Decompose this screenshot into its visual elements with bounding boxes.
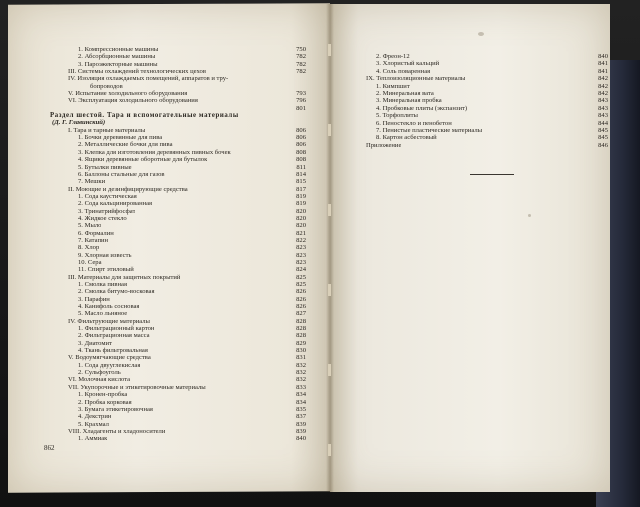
toc-entry-page: 833 bbox=[296, 383, 306, 391]
toc-entry-title: VI. Эксплуатация холодильного оборудования bbox=[68, 97, 198, 105]
toc-entry-title: 3. Тринатрийфосфат bbox=[78, 207, 136, 215]
toc-entry-title: 6. Формалин bbox=[78, 229, 114, 237]
toc-entry-page: 814 bbox=[296, 170, 306, 178]
toc-entry-title: 1. Смолка пивная bbox=[78, 281, 128, 288]
toc-entry bbox=[366, 105, 606, 112]
binding-stitch bbox=[328, 44, 331, 56]
toc-entry bbox=[68, 83, 308, 90]
toc-entry-title: 4. Декстрин bbox=[78, 413, 112, 421]
binding-stitch bbox=[328, 444, 331, 456]
toc-entry-page: 815 bbox=[296, 178, 306, 186]
toc-entry bbox=[366, 120, 606, 127]
toc-entry-title: 4. Канифоль сосновая bbox=[78, 303, 140, 311]
toc-entry bbox=[68, 97, 308, 104]
toc-entry-page: 806 bbox=[296, 141, 306, 149]
toc-entry-page: 839 bbox=[296, 420, 306, 428]
toc-entry-page: 820 bbox=[296, 214, 306, 222]
toc-entry-page: 834 bbox=[296, 391, 306, 399]
toc-entry bbox=[68, 237, 308, 244]
toc-entry-page: 796 bbox=[296, 97, 306, 105]
toc-entry bbox=[68, 90, 308, 97]
toc-entry bbox=[68, 310, 308, 317]
toc-entry-page: 825 bbox=[296, 273, 306, 281]
toc-entry-page: 832 bbox=[296, 361, 306, 369]
left-toc bbox=[50, 46, 308, 443]
toc-entry-title: 5. Масло льняное bbox=[78, 310, 128, 318]
toc-entry bbox=[68, 281, 308, 288]
toc-entry-page: 820 bbox=[296, 207, 306, 215]
toc-entry-page: 846 bbox=[598, 141, 608, 149]
toc-entry-title: IX. Теплоизоляционные материалы bbox=[366, 75, 466, 83]
toc-entry-title: 1. Фильтрационный картон bbox=[78, 325, 155, 333]
toc-entry bbox=[68, 340, 308, 347]
toc-entry-title: 1. Бочки деревянные для пива bbox=[78, 134, 163, 142]
toc-entry bbox=[68, 244, 308, 251]
toc-entry-page: 842 bbox=[598, 82, 608, 90]
toc-entry-title: Раздел шестой. Тара и вспомогательные материалы bbox=[50, 112, 239, 120]
toc-entry bbox=[68, 391, 308, 398]
toc-entry-title: 4. Ящики деревянные оборотные для бутылок bbox=[78, 156, 208, 164]
toc-entry bbox=[50, 112, 308, 120]
toc-entry bbox=[68, 149, 308, 156]
toc-entry-page: 842 bbox=[598, 75, 608, 83]
toc-entry bbox=[68, 141, 308, 148]
toc-entry bbox=[68, 318, 308, 325]
toc-entry bbox=[68, 178, 308, 185]
toc-entry-title: 10. Сера bbox=[78, 258, 102, 266]
toc-entry bbox=[68, 413, 308, 420]
toc-entry-title: 5. Бутылки пивные bbox=[78, 163, 132, 171]
toc-entry-page: 826 bbox=[296, 288, 306, 296]
toc-entry-page: 825 bbox=[296, 281, 306, 288]
toc-entry-page: 832 bbox=[296, 376, 306, 384]
toc-entry-page: 811 bbox=[296, 163, 306, 171]
toc-entry-title: VIII. Хладагенты и хладоносители bbox=[68, 427, 166, 435]
end-rule bbox=[470, 174, 514, 175]
toc-entry-page: 826 bbox=[296, 295, 306, 303]
toc-entry-page: 841 bbox=[598, 60, 608, 68]
toc-entry bbox=[68, 252, 308, 259]
toc-entry bbox=[68, 303, 308, 310]
toc-entry-page: 828 bbox=[296, 325, 306, 333]
toc-entry-title: V. Испытание холодильного оборудования bbox=[68, 90, 188, 98]
toc-entry-title: 2. Пробка корковая bbox=[78, 398, 132, 406]
ink-spot bbox=[478, 32, 484, 36]
toc-entry-page: 822 bbox=[296, 236, 306, 244]
toc-entry bbox=[68, 274, 308, 281]
toc-entry-title: II. Моющие и дезинфицирующие средства bbox=[68, 185, 188, 193]
toc-entry-title: 5. Крахмал bbox=[78, 420, 109, 428]
toc-entry bbox=[68, 105, 308, 112]
toc-entry bbox=[68, 75, 308, 82]
toc-entry-title: 4. Ткань фильтровальная bbox=[78, 347, 148, 355]
toc-entry-page: 806 bbox=[296, 134, 306, 142]
toc-entry-title: 1. Сода каустическая bbox=[78, 192, 137, 200]
toc-entry-page: 821 bbox=[296, 229, 306, 237]
toc-entry bbox=[68, 208, 308, 215]
toc-entry bbox=[68, 362, 308, 369]
toc-entry bbox=[68, 164, 308, 171]
toc-entry bbox=[68, 200, 308, 207]
toc-entry-page: 835 bbox=[296, 405, 306, 413]
toc-entry-page: 843 bbox=[598, 112, 608, 120]
toc-entry-title: 7. Пенистые пластические материалы bbox=[376, 126, 483, 134]
toc-entry bbox=[366, 112, 606, 119]
toc-entry bbox=[68, 288, 308, 295]
toc-entry bbox=[68, 369, 308, 376]
toc-entry-title: 2. Фреон-12 bbox=[376, 53, 410, 60]
toc-entry bbox=[68, 347, 308, 354]
toc-entry-page: 782 bbox=[296, 68, 306, 76]
open-book bbox=[8, 4, 616, 492]
toc-entry-title: 2. Сода кальцинированная bbox=[78, 200, 153, 208]
toc-entry-title: 7. Катапин bbox=[78, 236, 109, 244]
toc-entry-page: 834 bbox=[296, 398, 306, 406]
binding-stitch bbox=[328, 124, 331, 136]
toc-entry-title: 2. Абсорбционные машины bbox=[78, 53, 156, 61]
toc-entry-page: 845 bbox=[598, 126, 608, 134]
toc-entry bbox=[366, 68, 606, 75]
toc-entry-page: 841 bbox=[598, 67, 608, 75]
toc-entry-title: 3. Клепка для изготовления деревянных пивных бочек bbox=[78, 148, 231, 156]
toc-entry-title: 4. Жидкое стекло bbox=[78, 214, 127, 222]
toc-entry bbox=[68, 399, 308, 406]
toc-entry-page: 817 bbox=[296, 185, 306, 193]
toc-entry-title: 11. Спирт этиловый bbox=[78, 266, 134, 274]
toc-entry-title: 7. Мешки bbox=[78, 178, 106, 186]
toc-entry-title: 5. Торфоплиты bbox=[376, 112, 418, 120]
toc-entry-title: 1. Кимпшит bbox=[376, 82, 410, 90]
toc-entry-title: 6. Пеностекло и пенобетон bbox=[376, 119, 452, 127]
toc-entry-page: 782 bbox=[296, 60, 306, 68]
toc-entry bbox=[68, 296, 308, 303]
toc-entry-title: Приложение bbox=[366, 141, 402, 149]
binding-stitch bbox=[328, 364, 331, 376]
toc-entry-page: 823 bbox=[296, 251, 306, 259]
toc-entry-title: IV. Изоляция охлаждаемых помещений, аппаратов и тру- bbox=[68, 75, 229, 83]
toc-entry-title: 1. Компрессионные машины bbox=[78, 46, 159, 53]
toc-entry bbox=[366, 142, 606, 149]
book-gutter bbox=[326, 4, 334, 492]
toc-entry-title: VII. Укупорочные и этикетировочные материалы bbox=[68, 383, 206, 391]
toc-entry bbox=[366, 90, 606, 97]
toc-entry-title: 1. Кронен-пробка bbox=[78, 391, 128, 399]
toc-entry bbox=[68, 428, 308, 435]
toc-entry-title: 2. Фильтрационная масса bbox=[78, 332, 150, 340]
toc-entry-title: III. Системы охлаждений технологических цехов bbox=[68, 68, 206, 76]
toc-entry-title: 3. Бумага этикетировочная bbox=[78, 405, 153, 413]
toc-entry bbox=[68, 53, 308, 60]
toc-entry-page: 820 bbox=[296, 222, 306, 230]
toc-entry-title: (Д. Г. Главинский) bbox=[52, 119, 106, 127]
page-number: 862 bbox=[44, 444, 55, 452]
toc-entry-title: 8. Картон асбестовый bbox=[376, 134, 437, 142]
toc-entry bbox=[68, 68, 308, 75]
toc-entry bbox=[366, 83, 606, 90]
toc-entry bbox=[68, 384, 308, 391]
toc-entry-page: 806 bbox=[296, 126, 306, 134]
toc-entry bbox=[52, 119, 308, 127]
toc-entry bbox=[68, 332, 308, 339]
ink-spot bbox=[528, 214, 531, 217]
toc-entry bbox=[68, 259, 308, 266]
toc-entry-title: 2. Минеральная вата bbox=[376, 89, 434, 97]
toc-entry-page: 801 bbox=[296, 104, 306, 112]
toc-entry bbox=[68, 186, 308, 193]
toc-entry bbox=[366, 75, 606, 82]
toc-entry bbox=[366, 53, 606, 60]
toc-entry-title: 3. Пароэжекторные машины bbox=[78, 60, 158, 68]
toc-entry-page: 837 bbox=[296, 413, 306, 421]
toc-entry-title: 5. Мыло bbox=[78, 222, 102, 230]
toc-entry-title: 3. Диатомит bbox=[78, 339, 112, 347]
toc-entry-page: 842 bbox=[598, 89, 608, 97]
toc-entry-page: 845 bbox=[598, 134, 608, 142]
right-toc bbox=[366, 53, 606, 149]
toc-entry-title: 2. Металлические бочки для пива bbox=[78, 141, 173, 149]
toc-entry-page: 828 bbox=[296, 317, 306, 325]
toc-entry-page: 793 bbox=[296, 90, 306, 98]
binding-stitch bbox=[328, 204, 331, 216]
toc-entry-page: 831 bbox=[296, 354, 306, 362]
toc-entry-title: 3. Хлористый кальций bbox=[376, 60, 440, 68]
toc-entry-title: бопроводов bbox=[90, 82, 123, 90]
toc-entry-page: 828 bbox=[296, 332, 306, 340]
toc-entry-page: 830 bbox=[296, 347, 306, 355]
toc-entry-page: 808 bbox=[296, 156, 306, 164]
toc-entry bbox=[366, 97, 606, 104]
toc-entry-title: 6. Баллоны стальные для газов bbox=[78, 170, 165, 178]
toc-entry-title: 4. Соль поваренная bbox=[376, 67, 431, 75]
toc-entry bbox=[68, 222, 308, 229]
toc-entry-title: VI. Молочная кислота bbox=[68, 376, 131, 384]
toc-entry bbox=[366, 127, 606, 134]
toc-entry bbox=[68, 354, 308, 361]
toc-entry-page: 843 bbox=[598, 104, 608, 112]
toc-entry bbox=[68, 156, 308, 163]
toc-entry bbox=[68, 215, 308, 222]
toc-entry bbox=[68, 325, 308, 332]
toc-entry bbox=[68, 61, 308, 68]
toc-entry bbox=[68, 266, 308, 273]
toc-entry-title: 1. Сода двууглекислая bbox=[78, 361, 141, 369]
toc-entry-page: 840 bbox=[598, 53, 608, 60]
toc-entry bbox=[68, 46, 308, 53]
toc-entry-title: 2. Сульфоуголь bbox=[78, 369, 121, 377]
toc-entry bbox=[68, 127, 308, 134]
toc-entry-title: III. Материалы для защитных покрытий bbox=[68, 273, 181, 281]
toc-entry bbox=[68, 193, 308, 200]
toc-entry-title: 8. Хлор bbox=[78, 244, 100, 252]
toc-entry-page: 819 bbox=[296, 200, 306, 208]
binding-stitch bbox=[328, 284, 331, 296]
toc-entry-page: 844 bbox=[598, 119, 608, 127]
toc-entry-title: 9. Хлорная известь bbox=[78, 251, 132, 259]
toc-entry-page: 750 bbox=[296, 46, 306, 53]
toc-entry-page: 823 bbox=[296, 244, 306, 252]
toc-entry-page: 840 bbox=[296, 435, 306, 443]
toc-entry bbox=[68, 230, 308, 237]
toc-entry bbox=[366, 60, 606, 67]
toc-entry-title: 4. Пробковые плиты (экспанзит) bbox=[376, 104, 468, 112]
toc-entry-title: 3. Парафин bbox=[78, 295, 110, 303]
toc-entry-page: 819 bbox=[296, 192, 306, 200]
toc-entry-page: 826 bbox=[296, 303, 306, 311]
toc-entry-page: 782 bbox=[296, 53, 306, 61]
toc-entry-page: 829 bbox=[296, 339, 306, 347]
toc-entry-title: V. Водоумягчающие средства bbox=[68, 354, 151, 362]
toc-entry-page: 823 bbox=[296, 258, 306, 266]
toc-entry-title: 2. Смолка битумо-восковая bbox=[78, 288, 155, 296]
toc-entry bbox=[68, 421, 308, 428]
toc-entry-title: 3. Минеральная пробка bbox=[376, 97, 442, 105]
toc-entry bbox=[366, 134, 606, 141]
toc-entry-page: 843 bbox=[598, 97, 608, 105]
toc-entry-page: 824 bbox=[296, 266, 306, 274]
toc-entry bbox=[68, 134, 308, 141]
toc-entry-page: 839 bbox=[296, 427, 306, 435]
toc-entry bbox=[68, 406, 308, 413]
toc-entry bbox=[68, 435, 308, 442]
toc-entry-title: I. Тара и тарные материалы bbox=[68, 126, 146, 134]
toc-entry-page: 832 bbox=[296, 369, 306, 377]
toc-entry bbox=[68, 171, 308, 178]
toc-entry bbox=[68, 376, 308, 383]
toc-entry-title: 1. Аммиак bbox=[78, 435, 108, 443]
toc-entry-page: 827 bbox=[296, 310, 306, 318]
toc-entry-page: 808 bbox=[296, 148, 306, 156]
toc-entry-title: IV. Фильтрующие материалы bbox=[68, 317, 150, 325]
